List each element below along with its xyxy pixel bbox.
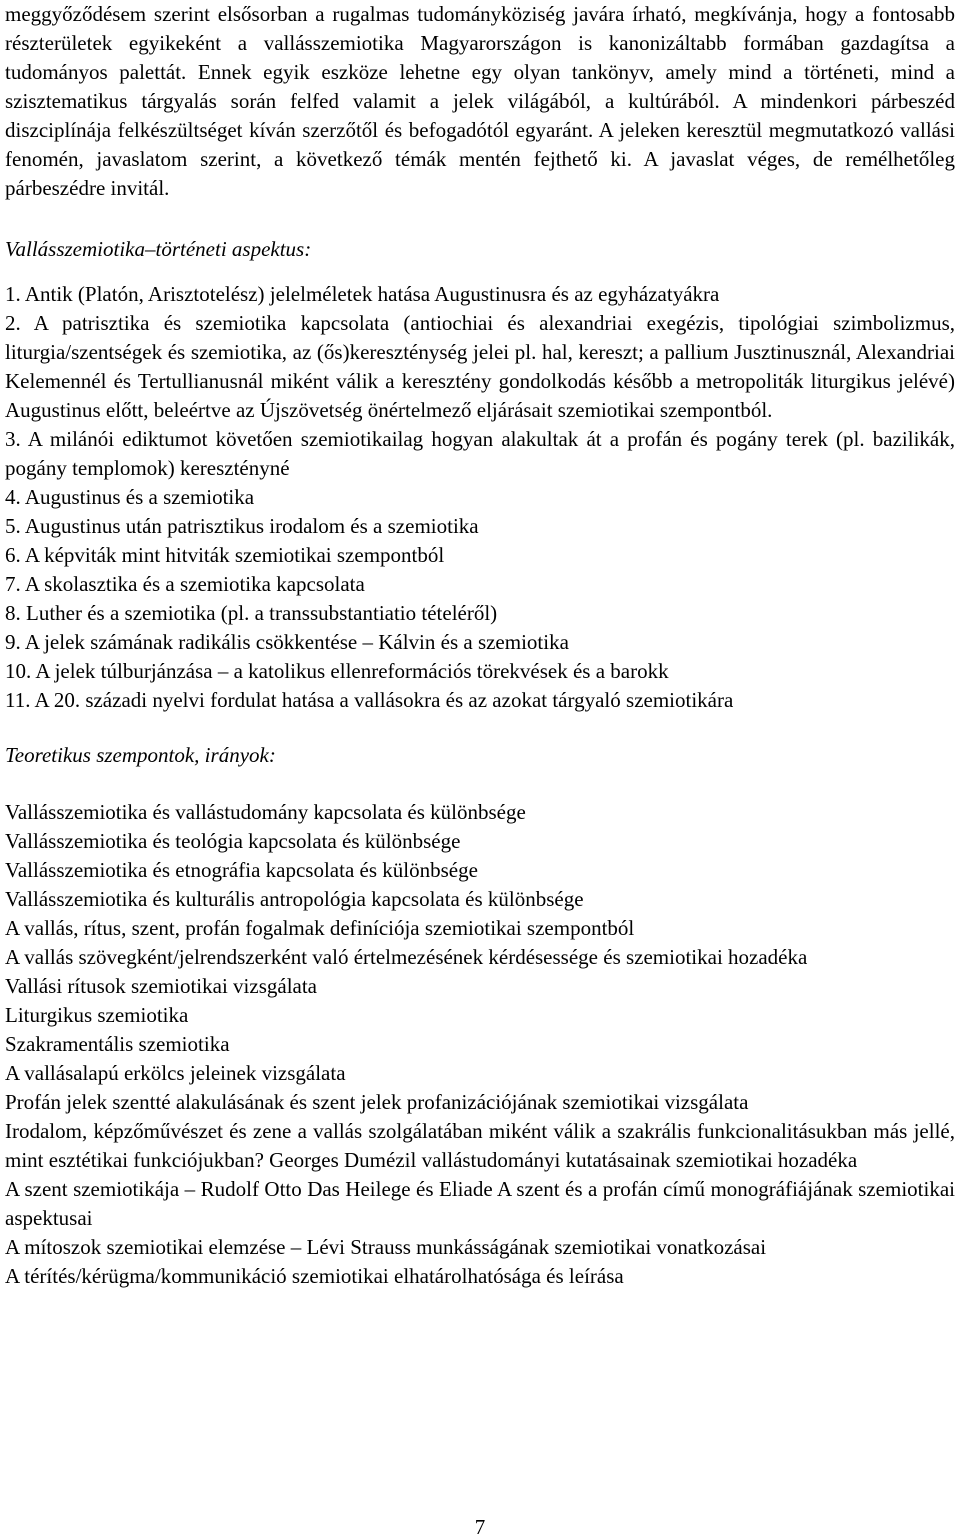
list-item: 11. A 20. századi nyelvi fordulat hatása a vallásokra és az azokat tárgyaló szemiotikára	[5, 688, 734, 712]
page-number: 7	[474, 1515, 486, 1539]
list-item: A szent szemiotikája – Rudolf Otto Das Heilege és Eliade A szent és a profán című monográfiájának szemiotikai aspektusai	[5, 1177, 955, 1230]
list-item: Vallásszemiotika és etnográfia kapcsolata és különbsége	[5, 858, 478, 882]
theoretical-heading: Teoretikus szempontok, irányok:	[5, 743, 276, 767]
list-item: 9. A jelek számának radikális csökkentése – Kálvin és a szemiotika	[5, 630, 569, 654]
list-item: Vallási rítusok szemiotikai vizsgálata	[5, 974, 318, 998]
intro-paragraph: meggyőződésem szerint elsősorban a rugalmas tudományköziség javára írható, megkívánja, hogy a fontosabb részterületek egyikeként a vallásszemiotika Magyarországon is kanonizáltabb formában gazdagítsa a tudományos palettát. Ennek egyik eszköze lehetne egy olyan tankönyv, amely mind a történeti, mind a szisztematikus tárgyalás során felfed valamit a jelek világából, a kultúrából. A mindenkori párbeszéd diszciplínája felkészültséget kíván szerzőtől és befogadótól egyaránt. A jeleken keresztül megmutatkozó vallási fenomén, javaslatom szerint, a következő témák mentén fejthető ki. A javaslat véges, de remélhetőleg párbeszédre invitál.	[5, 2, 955, 200]
list-item: A vallás, rítus, szent, profán fogalmak definíciója szemiotikai szempontból	[5, 916, 635, 940]
list-item: Liturgikus szemiotika	[5, 1003, 189, 1027]
list-item: Vallásszemiotika és kulturális antropológia kapcsolata és különbsége	[5, 887, 584, 911]
list-item: 3. A milánói ediktumot követően szemiotikailag hogyan alakultak át a profán és pogány terek (pl. bazilikák, pogány templomok) keresztényné	[5, 427, 955, 480]
list-item: 8. Luther és a szemiotika (pl. a transsubstantiatio tételéről)	[5, 601, 498, 625]
document-page	[5, 0, 955, 1291]
list-item: Irodalom, képzőművészet és zene a vallás szolgálatában miként válik a szakrális funkcionalitásukban más jellé, mint esztétikai funkciójukban? Georges Dumézil vallástudományi kutatásainak szemiotikai hozadéka	[5, 1119, 955, 1172]
list-item: A mítoszok szemiotikai elemzése – Lévi Strauss munkásságának szemiotikai vonatkozásai	[5, 1235, 767, 1259]
list-item: 4. Augustinus és a szemiotika	[5, 485, 255, 509]
list-item: A vallásalapú erkölcs jeleinek vizsgálata	[5, 1061, 346, 1085]
list-item: Szakramentális szemiotika	[5, 1032, 230, 1056]
historical-list	[5, 280, 955, 715]
list-item: 6. A képviták mint hitviták szemiotikai szempontból	[5, 543, 445, 567]
list-item: Profán jelek szentté alakulásának és szent jelek profanizációjának szemiotikai vizsgálata	[5, 1090, 749, 1114]
list-item: 1. Antik (Platón, Arisztotelész) jelelméletek hatása Augustinusra és az egyházatyákra	[5, 282, 720, 306]
theoretical-list	[5, 798, 955, 1291]
list-item: Vallásszemiotika és teológia kapcsolata és különbsége	[5, 829, 461, 853]
list-item: 10. A jelek túlburjánzása – a katolikus ellenreformációs törekvések és a barokk	[5, 659, 669, 683]
list-item: A vallás szövegként/jelrendszerként való értelmezésének kérdésessége és szemiotikai hozadéka	[5, 945, 808, 969]
list-item: A térítés/kérügma/kommunikáció szemiotikai elhatárolhatósága és leírása	[5, 1264, 624, 1288]
list-item: 7. A skolasztika és a szemiotika kapcsolata	[5, 572, 365, 596]
historical-heading: Vallásszemiotika–történeti aspektus:	[5, 237, 312, 261]
list-item: Vallásszemiotika és vallástudomány kapcsolata és különbsége	[5, 800, 526, 824]
list-item: 5. Augustinus után patrisztikus irodalom és a szemiotika	[5, 514, 479, 538]
list-item: 2. A patrisztika és szemiotika kapcsolata (antiochiai és alexandriai exegézis, tipológiai szimbolizmus, liturgia/szentségek és szemiotika, az (ős)kereszténység jelei pl. hal, kereszt; a pallium Jusztinusznál, Alexandriai Kelemennél és Tertullianusnál miként válik a keresztény gondolkodás később a metropoliták liturgikus jelévé) Augustinus előtt, beleértve az Újszövetség önértelmező eljárásait szemiotikai szempontból.	[5, 311, 955, 422]
